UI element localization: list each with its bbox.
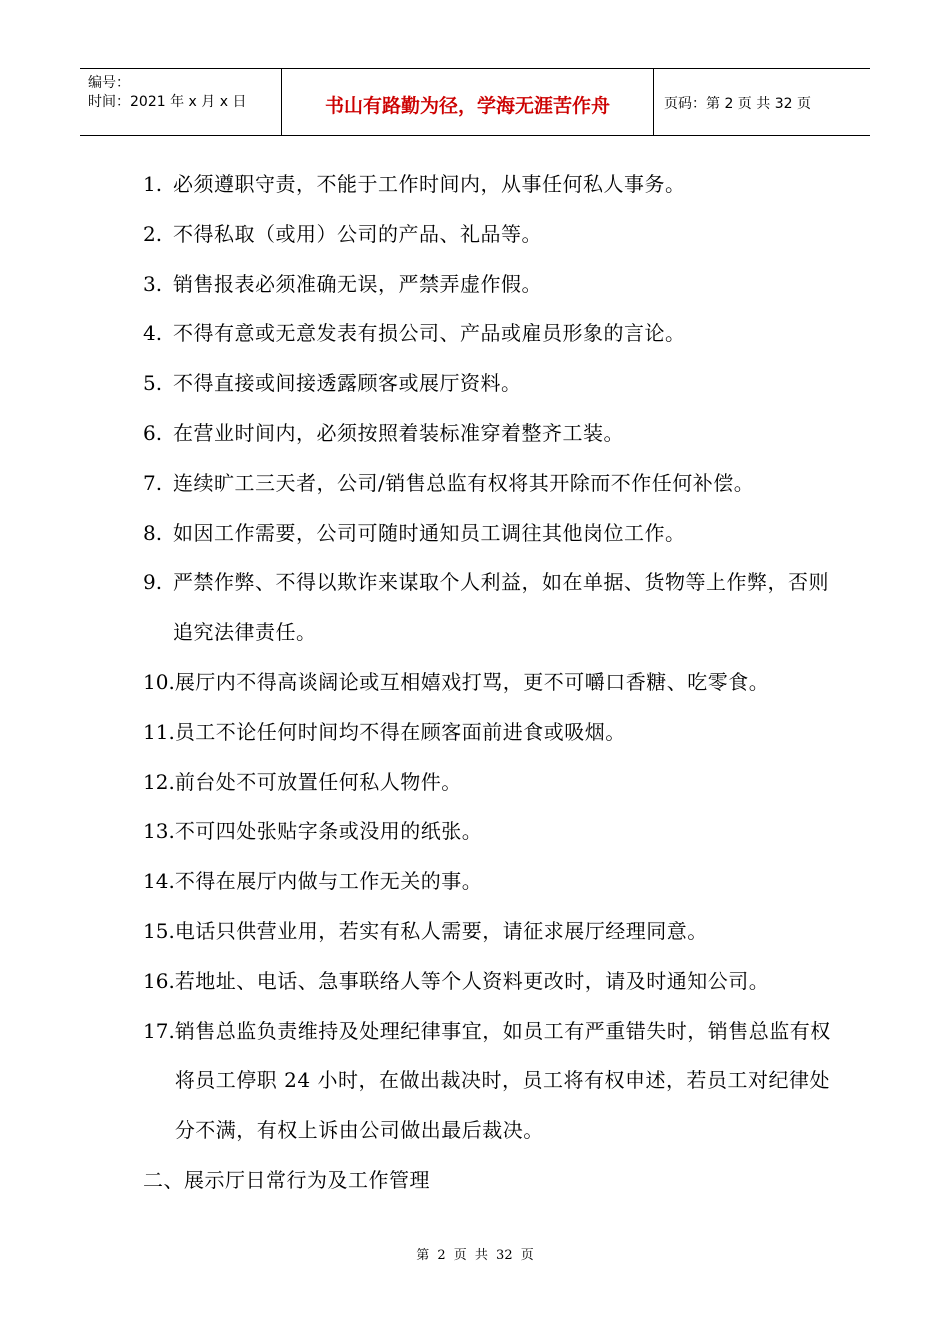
- list-item: [143, 807, 833, 857]
- item-text: 不可四处张贴字条或没用的纸张。: [174, 819, 483, 844]
- list-item: [143, 1007, 833, 1156]
- list-item: [143, 160, 833, 210]
- item-number: 8.: [143, 520, 163, 545]
- item-number: 7.: [143, 470, 163, 495]
- item-text: 员工不论任何时间均不得在顾客面前进食或吸烟。: [174, 719, 626, 744]
- item-number: 10.: [143, 669, 175, 694]
- item-text: 不得直接或间接透露顾客或展厅资料。: [173, 371, 522, 396]
- item-number: 12.: [143, 769, 175, 794]
- item-text: 前台处不可放置任何私人物件。: [174, 769, 462, 794]
- item-number: 15.: [143, 918, 175, 943]
- item-number: 6.: [143, 420, 163, 445]
- list-item: [143, 758, 833, 808]
- list-item: [143, 957, 833, 1007]
- item-text: 连续旷工三天者，公司/销售总监有权将其开除而不作任何补偿。: [173, 470, 755, 495]
- item-number: 3.: [143, 271, 163, 296]
- item-number: 11.: [143, 719, 175, 744]
- header-motto: 书山有路勤为径，学海无涯苦作舟: [282, 69, 654, 135]
- list-item: [143, 708, 833, 758]
- item-text: 不得私取（或用）公司的产品、礼品等。: [173, 221, 542, 246]
- item-number: 9.: [143, 570, 163, 595]
- document-time-label: 时间：2021 年 x 月 x 日: [88, 94, 247, 110]
- list-item: [143, 509, 833, 559]
- list-item: [143, 558, 833, 658]
- item-number: 1.: [143, 172, 163, 196]
- header-meta: [80, 69, 282, 135]
- list-item: [143, 459, 833, 509]
- item-text: 如因工作需要，公司可随时通知员工调往其他岗位工作。: [173, 520, 686, 545]
- list-item: [143, 210, 833, 260]
- list-item: [143, 857, 833, 907]
- item-text: 在营业时间内，必须按照着装标准穿着整齐工装。: [173, 420, 624, 445]
- item-text: 必须遵职守责，不能于工作时间内，从事任何私人事务。: [173, 172, 686, 196]
- item-number: 17.: [143, 1018, 175, 1043]
- item-text: 严禁作弊、不得以欺诈来谋取个人利益，如在单据、货物等上作弊，否则追究法律责任。: [173, 570, 829, 645]
- item-number: 2.: [143, 221, 163, 246]
- item-number: 13.: [143, 819, 175, 844]
- item-number: 4.: [143, 321, 163, 346]
- page-header: [80, 68, 870, 136]
- list-item: [143, 907, 833, 957]
- document-number-label: 编号：: [88, 75, 130, 91]
- item-text: 展厅内不得高谈阔论或互相嬉戏打骂，更不可嚼口香糖、吃零食。: [174, 669, 770, 694]
- item-text: 销售总监负责维持及处理纪律事宜，如员工有严重错失时，销售总监有权将员工停职 24 小时，在做出裁决时，员工将有权申述，若员工对纪律处分不满，有权上诉由公司做出最后裁决。: [174, 1018, 831, 1143]
- item-text: 不得在展厅内做与工作无关的事。: [174, 869, 483, 894]
- item-number: 16.: [143, 968, 175, 993]
- item-text: 若地址、电话、急事联络人等个人资料更改时，请及时通知公司。: [174, 968, 770, 993]
- item-number: 14.: [143, 869, 175, 894]
- item-text: 电话只供营业用，若实有私人需要，请征求展厅经理同意。: [174, 918, 708, 943]
- item-text: 不得有意或无意发表有损公司、产品或雇员形象的言论。: [173, 321, 686, 346]
- section-heading: 二、展示厅日常行为及工作管理: [143, 1167, 430, 1192]
- list-item: [143, 359, 833, 409]
- list-item: [143, 409, 833, 459]
- item-number: 5.: [143, 371, 163, 396]
- item-text: 销售报表必须准确无误，严禁弄虚作假。: [173, 271, 542, 296]
- list-item: [143, 260, 833, 310]
- page-footer: 第 2 页 共 32 页: [416, 1248, 534, 1263]
- document-body: [143, 160, 833, 1206]
- header-page-number: 页码：第 2 页 共 32 页: [664, 96, 811, 112]
- list-item: [143, 658, 833, 708]
- list-item: [143, 309, 833, 359]
